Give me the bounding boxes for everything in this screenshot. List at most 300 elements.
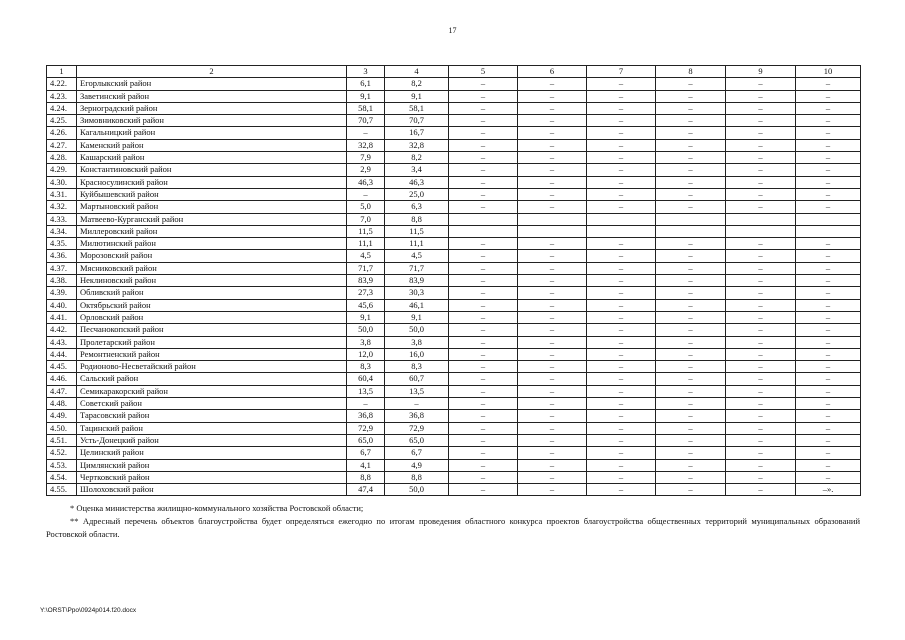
value-cell-col4: 72,9 bbox=[385, 422, 449, 434]
value-cell-col4: 16,7 bbox=[385, 127, 449, 139]
value-cell-col5: – bbox=[449, 275, 518, 287]
value-cell-col9: – bbox=[726, 115, 796, 127]
value-cell-col5: – bbox=[449, 385, 518, 397]
table-row bbox=[47, 398, 861, 410]
value-cell-col5: – bbox=[449, 348, 518, 360]
value-cell-col7: – bbox=[587, 115, 656, 127]
row-number-cell: 4.54. bbox=[47, 471, 77, 483]
row-number-cell: 4.49. bbox=[47, 410, 77, 422]
value-cell-col8: – bbox=[656, 287, 726, 299]
value-cell-col3: 60,4 bbox=[347, 373, 385, 385]
value-cell-col8: – bbox=[656, 250, 726, 262]
value-cell-col9: – bbox=[726, 188, 796, 200]
value-cell-col10: – bbox=[796, 90, 861, 102]
value-cell-col8 bbox=[656, 225, 726, 237]
value-cell-col4: 13,5 bbox=[385, 385, 449, 397]
value-cell-col8: – bbox=[656, 176, 726, 188]
table-row bbox=[47, 373, 861, 385]
district-name-cell: Милютинский район bbox=[77, 238, 347, 250]
data-table bbox=[46, 65, 861, 496]
value-cell-col6: – bbox=[518, 78, 587, 90]
value-cell-col9: – bbox=[726, 361, 796, 373]
header-cell: 4 bbox=[385, 66, 449, 78]
value-cell-col4: 16,0 bbox=[385, 348, 449, 360]
value-cell-col10: – bbox=[796, 115, 861, 127]
value-cell-col3: 3,8 bbox=[347, 336, 385, 348]
value-cell-col9: – bbox=[726, 373, 796, 385]
value-cell-col6: – bbox=[518, 484, 587, 496]
value-cell-col3: 58,1 bbox=[347, 102, 385, 114]
value-cell-col5: – bbox=[449, 361, 518, 373]
value-cell-col4: 70,7 bbox=[385, 115, 449, 127]
value-cell-col9: – bbox=[726, 422, 796, 434]
value-cell-col3: 50,0 bbox=[347, 324, 385, 336]
value-cell-col8: – bbox=[656, 299, 726, 311]
district-name-cell: Цимлянский район bbox=[77, 459, 347, 471]
value-cell-col8: – bbox=[656, 422, 726, 434]
value-cell-col6: – bbox=[518, 459, 587, 471]
district-name-cell: Кашарский район bbox=[77, 152, 347, 164]
value-cell-col8: – bbox=[656, 324, 726, 336]
district-name-cell: Шолоховский район bbox=[77, 484, 347, 496]
value-cell-col10: – bbox=[796, 176, 861, 188]
row-number-cell: 4.35. bbox=[47, 238, 77, 250]
value-cell-col10 bbox=[796, 213, 861, 225]
district-name-cell: Егорлыкский район bbox=[77, 78, 347, 90]
row-number-cell: 4.42. bbox=[47, 324, 77, 336]
district-name-cell: Тацинский район bbox=[77, 422, 347, 434]
value-cell-col4: 50,0 bbox=[385, 324, 449, 336]
value-cell-col4: 65,0 bbox=[385, 434, 449, 446]
value-cell-col5: – bbox=[449, 324, 518, 336]
footnote-estimate: * Оценка министерства жилищно-коммунального хозяйства Ростовской области; bbox=[70, 503, 364, 513]
row-number-cell: 4.55. bbox=[47, 484, 77, 496]
value-cell-col7: – bbox=[587, 176, 656, 188]
header-cell: 5 bbox=[449, 66, 518, 78]
row-number-cell: 4.28. bbox=[47, 152, 77, 164]
row-number-cell: 4.40. bbox=[47, 299, 77, 311]
value-cell-col4: 9,1 bbox=[385, 90, 449, 102]
table-row bbox=[47, 250, 861, 262]
value-cell-col4: 71,7 bbox=[385, 262, 449, 274]
value-cell-col5: – bbox=[449, 176, 518, 188]
value-cell-col3: 45,6 bbox=[347, 299, 385, 311]
value-cell-col10: – bbox=[796, 459, 861, 471]
value-cell-col7 bbox=[587, 225, 656, 237]
value-cell-col6: – bbox=[518, 152, 587, 164]
value-cell-col9: – bbox=[726, 275, 796, 287]
value-cell-col7: – bbox=[587, 152, 656, 164]
value-cell-col4: 8,3 bbox=[385, 361, 449, 373]
district-name-cell: Тарасовский район bbox=[77, 410, 347, 422]
value-cell-col4: 6,3 bbox=[385, 201, 449, 213]
footnotes bbox=[46, 502, 860, 541]
value-cell-col7: – bbox=[587, 262, 656, 274]
value-cell-col7: – bbox=[587, 78, 656, 90]
value-cell-col10: – bbox=[796, 311, 861, 323]
row-number-cell: 4.38. bbox=[47, 275, 77, 287]
table-row bbox=[47, 348, 861, 360]
value-cell-col9 bbox=[726, 225, 796, 237]
value-cell-col7: – bbox=[587, 484, 656, 496]
value-cell-col8: – bbox=[656, 127, 726, 139]
value-cell-col8: – bbox=[656, 238, 726, 250]
value-cell-col7: – bbox=[587, 434, 656, 446]
value-cell-col3: 7,0 bbox=[347, 213, 385, 225]
value-cell-col3: 4,1 bbox=[347, 459, 385, 471]
value-cell-col5: – bbox=[449, 250, 518, 262]
value-cell-col4: 8,8 bbox=[385, 471, 449, 483]
table-row bbox=[47, 188, 861, 200]
value-cell-col10: – bbox=[796, 78, 861, 90]
district-name-cell: Семикаракорский район bbox=[77, 385, 347, 397]
value-cell-col7: – bbox=[587, 139, 656, 151]
district-name-cell: Неклиновский район bbox=[77, 275, 347, 287]
value-cell-col10: – bbox=[796, 422, 861, 434]
header-cell: 8 bbox=[656, 66, 726, 78]
district-name-cell: Родионово-Несветайский район bbox=[77, 361, 347, 373]
table-row bbox=[47, 447, 861, 459]
table-row bbox=[47, 484, 861, 496]
footnote-address-list: ** Адресный перечень объектов благоустройства будет определяться ежегодно по итогам проведения областного конкурса проектов благоустройства общественных территорий муниципальных образований Ростовской области. bbox=[46, 516, 860, 539]
value-cell-col3: 11,1 bbox=[347, 238, 385, 250]
value-cell-col3: 8,3 bbox=[347, 361, 385, 373]
district-name-cell: Октябрьский район bbox=[77, 299, 347, 311]
value-cell-col7: – bbox=[587, 238, 656, 250]
row-number-cell: 4.39. bbox=[47, 287, 77, 299]
table-row bbox=[47, 324, 861, 336]
value-cell-col6: – bbox=[518, 299, 587, 311]
value-cell-col10: – bbox=[796, 324, 861, 336]
value-cell-col3: 47,4 bbox=[347, 484, 385, 496]
value-cell-col6: – bbox=[518, 115, 587, 127]
value-cell-col6: – bbox=[518, 164, 587, 176]
value-cell-col10: – bbox=[796, 188, 861, 200]
value-cell-col6: – bbox=[518, 385, 587, 397]
value-cell-col3: – bbox=[347, 127, 385, 139]
row-number-cell: 4.50. bbox=[47, 422, 77, 434]
district-name-cell: Куйбышевский район bbox=[77, 188, 347, 200]
page-number: 17 bbox=[448, 26, 457, 35]
value-cell-col5: – bbox=[449, 201, 518, 213]
district-name-cell: Красносулинский район bbox=[77, 176, 347, 188]
value-cell-col5: – bbox=[449, 410, 518, 422]
value-cell-col3: 2,9 bbox=[347, 164, 385, 176]
row-number-cell: 4.31. bbox=[47, 188, 77, 200]
row-number-cell: 4.43. bbox=[47, 336, 77, 348]
value-cell-col6 bbox=[518, 225, 587, 237]
value-cell-col9: – bbox=[726, 90, 796, 102]
value-cell-col5: – bbox=[449, 90, 518, 102]
value-cell-col7: – bbox=[587, 348, 656, 360]
value-cell-col4: 58,1 bbox=[385, 102, 449, 114]
value-cell-col9: – bbox=[726, 410, 796, 422]
value-cell-col9: – bbox=[726, 139, 796, 151]
value-cell-col8: – bbox=[656, 102, 726, 114]
value-cell-col7: – bbox=[587, 398, 656, 410]
value-cell-col6: – bbox=[518, 348, 587, 360]
table-row bbox=[47, 299, 861, 311]
value-cell-col7: – bbox=[587, 471, 656, 483]
value-cell-col4: 46,1 bbox=[385, 299, 449, 311]
district-name-cell: Целинский район bbox=[77, 447, 347, 459]
header-cell: 2 bbox=[77, 66, 347, 78]
value-cell-col9: – bbox=[726, 176, 796, 188]
district-name-cell: Ремонтненский район bbox=[77, 348, 347, 360]
value-cell-col4: 83,9 bbox=[385, 275, 449, 287]
table-row bbox=[47, 410, 861, 422]
value-cell-col3: – bbox=[347, 398, 385, 410]
value-cell-col3: 6,7 bbox=[347, 447, 385, 459]
value-cell-col9: – bbox=[726, 336, 796, 348]
value-cell-col10: – bbox=[796, 127, 861, 139]
value-cell-col4: 6,7 bbox=[385, 447, 449, 459]
value-cell-col9: – bbox=[726, 287, 796, 299]
value-cell-col8: – bbox=[656, 139, 726, 151]
row-number-cell: 4.53. bbox=[47, 459, 77, 471]
row-number-cell: 4.22. bbox=[47, 78, 77, 90]
district-name-cell: Зимовниковский район bbox=[77, 115, 347, 127]
value-cell-col5: – bbox=[449, 238, 518, 250]
value-cell-col6: – bbox=[518, 471, 587, 483]
value-cell-col4: 4,9 bbox=[385, 459, 449, 471]
value-cell-col10: – bbox=[796, 434, 861, 446]
value-cell-col8: – bbox=[656, 410, 726, 422]
row-number-cell: 4.41. bbox=[47, 311, 77, 323]
district-name-cell: Каменский район bbox=[77, 139, 347, 151]
row-number-cell: 4.48. bbox=[47, 398, 77, 410]
table-row bbox=[47, 176, 861, 188]
value-cell-col3: 4,5 bbox=[347, 250, 385, 262]
value-cell-col3: 83,9 bbox=[347, 275, 385, 287]
value-cell-col7: – bbox=[587, 164, 656, 176]
value-cell-col5 bbox=[449, 225, 518, 237]
value-cell-col8: – bbox=[656, 311, 726, 323]
value-cell-col9: – bbox=[726, 152, 796, 164]
value-cell-col3: 71,7 bbox=[347, 262, 385, 274]
value-cell-col4: 11,1 bbox=[385, 238, 449, 250]
district-name-cell: Орловский район bbox=[77, 311, 347, 323]
table-row bbox=[47, 201, 861, 213]
value-cell-col5: – bbox=[449, 471, 518, 483]
value-cell-col5: – bbox=[449, 447, 518, 459]
table-row bbox=[47, 459, 861, 471]
value-cell-col9: – bbox=[726, 311, 796, 323]
value-cell-col3: – bbox=[347, 188, 385, 200]
value-cell-col8: – bbox=[656, 434, 726, 446]
header-cell: 9 bbox=[726, 66, 796, 78]
value-cell-col9: – bbox=[726, 78, 796, 90]
value-cell-col4: 32,8 bbox=[385, 139, 449, 151]
value-cell-col8: – bbox=[656, 275, 726, 287]
value-cell-col10: –». bbox=[796, 484, 861, 496]
row-number-cell: 4.44. bbox=[47, 348, 77, 360]
value-cell-col6: – bbox=[518, 262, 587, 274]
district-name-cell: Заветинский район bbox=[77, 90, 347, 102]
value-cell-col6: – bbox=[518, 447, 587, 459]
value-cell-col10: – bbox=[796, 385, 861, 397]
table-row bbox=[47, 127, 861, 139]
value-cell-col4: 25,0 bbox=[385, 188, 449, 200]
table-row bbox=[47, 139, 861, 151]
value-cell-col9 bbox=[726, 213, 796, 225]
value-cell-col3: 65,0 bbox=[347, 434, 385, 446]
value-cell-col5: – bbox=[449, 152, 518, 164]
table-row bbox=[47, 287, 861, 299]
row-number-cell: 4.37. bbox=[47, 262, 77, 274]
value-cell-col6: – bbox=[518, 127, 587, 139]
table-row bbox=[47, 471, 861, 483]
value-cell-col6: – bbox=[518, 373, 587, 385]
value-cell-col6: – bbox=[518, 287, 587, 299]
value-cell-col10: – bbox=[796, 201, 861, 213]
value-cell-col4: 3,4 bbox=[385, 164, 449, 176]
value-cell-col4: – bbox=[385, 398, 449, 410]
value-cell-col7: – bbox=[587, 373, 656, 385]
district-name-cell: Зерноградский район bbox=[77, 102, 347, 114]
value-cell-col10: – bbox=[796, 287, 861, 299]
value-cell-col9: – bbox=[726, 299, 796, 311]
value-cell-col3: 11,5 bbox=[347, 225, 385, 237]
value-cell-col4: 46,3 bbox=[385, 176, 449, 188]
value-cell-col10: – bbox=[796, 139, 861, 151]
row-number-cell: 4.25. bbox=[47, 115, 77, 127]
value-cell-col5: – bbox=[449, 434, 518, 446]
value-cell-col8: – bbox=[656, 398, 726, 410]
value-cell-col10: – bbox=[796, 262, 861, 274]
row-number-cell: 4.34. bbox=[47, 225, 77, 237]
row-number-cell: 4.26. bbox=[47, 127, 77, 139]
value-cell-col9: – bbox=[726, 250, 796, 262]
value-cell-col6: – bbox=[518, 250, 587, 262]
value-cell-col7: – bbox=[587, 275, 656, 287]
row-number-cell: 4.32. bbox=[47, 201, 77, 213]
value-cell-col8: – bbox=[656, 348, 726, 360]
district-name-cell: Сальский район bbox=[77, 373, 347, 385]
value-cell-col3: 70,7 bbox=[347, 115, 385, 127]
value-cell-col5: – bbox=[449, 262, 518, 274]
value-cell-col6: – bbox=[518, 361, 587, 373]
table-row bbox=[47, 225, 861, 237]
value-cell-col10: – bbox=[796, 398, 861, 410]
row-number-cell: 4.33. bbox=[47, 213, 77, 225]
value-cell-col8: – bbox=[656, 164, 726, 176]
value-cell-col8: – bbox=[656, 373, 726, 385]
value-cell-col7: – bbox=[587, 324, 656, 336]
header-row bbox=[47, 66, 861, 78]
value-cell-col8: – bbox=[656, 484, 726, 496]
table-row bbox=[47, 164, 861, 176]
value-cell-col5: – bbox=[449, 459, 518, 471]
row-number-cell: 4.27. bbox=[47, 139, 77, 151]
value-cell-col8: – bbox=[656, 471, 726, 483]
value-cell-col10: – bbox=[796, 410, 861, 422]
value-cell-col5: – bbox=[449, 373, 518, 385]
value-cell-col4: 8,8 bbox=[385, 213, 449, 225]
table-row bbox=[47, 262, 861, 274]
table-row bbox=[47, 152, 861, 164]
file-path: Y:\ORST\Ppo\0924p014.f20.docx bbox=[40, 607, 137, 614]
value-cell-col4: 36,8 bbox=[385, 410, 449, 422]
table-row bbox=[47, 422, 861, 434]
value-cell-col5: – bbox=[449, 102, 518, 114]
value-cell-col9: – bbox=[726, 102, 796, 114]
value-cell-col8 bbox=[656, 213, 726, 225]
value-cell-col10: – bbox=[796, 250, 861, 262]
value-cell-col5: – bbox=[449, 164, 518, 176]
value-cell-col3: 9,1 bbox=[347, 311, 385, 323]
value-cell-col6: – bbox=[518, 336, 587, 348]
value-cell-col10: – bbox=[796, 102, 861, 114]
value-cell-col4: 4,5 bbox=[385, 250, 449, 262]
value-cell-col3: 8,8 bbox=[347, 471, 385, 483]
table-row bbox=[47, 311, 861, 323]
value-cell-col5: – bbox=[449, 188, 518, 200]
value-cell-col10: – bbox=[796, 275, 861, 287]
value-cell-col4: 8,2 bbox=[385, 78, 449, 90]
table-body bbox=[47, 78, 861, 496]
value-cell-col7: – bbox=[587, 336, 656, 348]
value-cell-col10 bbox=[796, 225, 861, 237]
value-cell-col8: – bbox=[656, 385, 726, 397]
value-cell-col4: 3,8 bbox=[385, 336, 449, 348]
value-cell-col6: – bbox=[518, 311, 587, 323]
value-cell-col9: – bbox=[726, 127, 796, 139]
value-cell-col10: – bbox=[796, 361, 861, 373]
value-cell-col7: – bbox=[587, 287, 656, 299]
table-row bbox=[47, 361, 861, 373]
district-name-cell: Константиновский район bbox=[77, 164, 347, 176]
table-row bbox=[47, 385, 861, 397]
row-number-cell: 4.23. bbox=[47, 90, 77, 102]
value-cell-col9: – bbox=[726, 348, 796, 360]
table-row bbox=[47, 434, 861, 446]
header-cell: 1 bbox=[47, 66, 77, 78]
value-cell-col5: – bbox=[449, 115, 518, 127]
value-cell-col6: – bbox=[518, 188, 587, 200]
table-row bbox=[47, 90, 861, 102]
value-cell-col7: – bbox=[587, 188, 656, 200]
value-cell-col9: – bbox=[726, 434, 796, 446]
value-cell-col10: – bbox=[796, 299, 861, 311]
value-cell-col9: – bbox=[726, 471, 796, 483]
value-cell-col7: – bbox=[587, 311, 656, 323]
table-row bbox=[47, 115, 861, 127]
value-cell-col10: – bbox=[796, 471, 861, 483]
value-cell-col5: – bbox=[449, 127, 518, 139]
value-cell-col4: 30,3 bbox=[385, 287, 449, 299]
value-cell-col7: – bbox=[587, 422, 656, 434]
value-cell-col4: 9,1 bbox=[385, 311, 449, 323]
value-cell-col7: – bbox=[587, 127, 656, 139]
value-cell-col6: – bbox=[518, 90, 587, 102]
value-cell-col5: – bbox=[449, 78, 518, 90]
value-cell-col9: – bbox=[726, 324, 796, 336]
table-row bbox=[47, 213, 861, 225]
value-cell-col7: – bbox=[587, 459, 656, 471]
value-cell-col7: – bbox=[587, 361, 656, 373]
district-name-cell: Мартыновский район bbox=[77, 201, 347, 213]
value-cell-col8: – bbox=[656, 459, 726, 471]
value-cell-col6: – bbox=[518, 238, 587, 250]
value-cell-col9: – bbox=[726, 447, 796, 459]
value-cell-col6: – bbox=[518, 398, 587, 410]
value-cell-col8: – bbox=[656, 78, 726, 90]
value-cell-col7: – bbox=[587, 447, 656, 459]
value-cell-col9: – bbox=[726, 164, 796, 176]
value-cell-col9: – bbox=[726, 201, 796, 213]
value-cell-col6: – bbox=[518, 410, 587, 422]
